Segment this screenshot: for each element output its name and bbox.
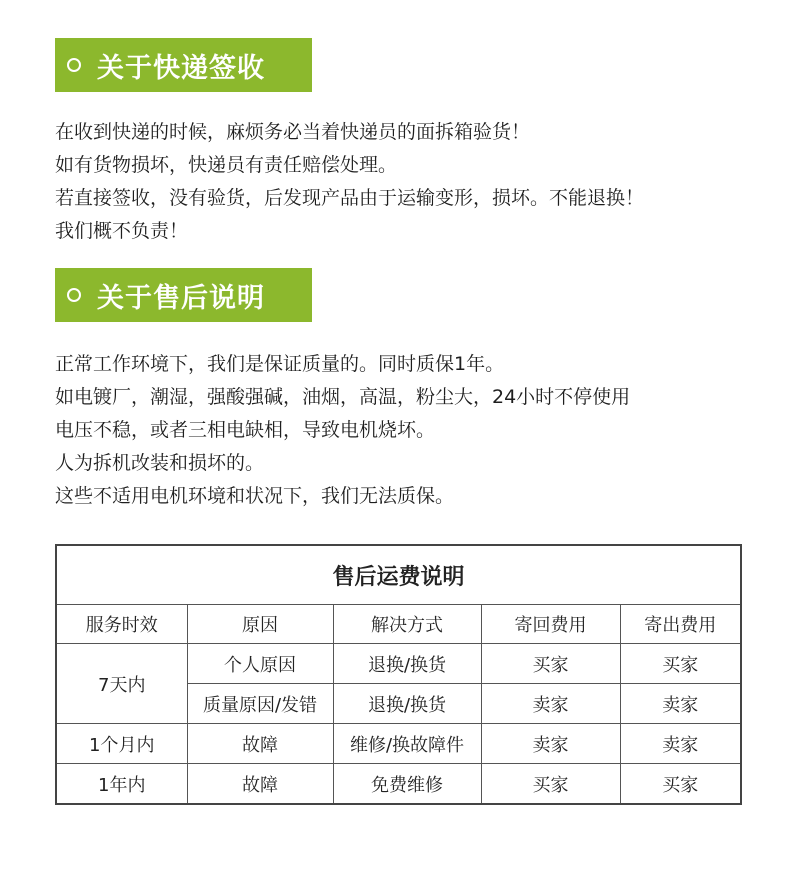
column-header: 寄回费用 [481,605,620,644]
period-cell: 7天内 [56,644,187,724]
return-fee-cell: 买家 [481,764,620,805]
return-fee-cell: 买家 [481,644,620,684]
table-title: 售后运费说明 [56,545,741,605]
send-fee-cell: 买家 [620,644,741,684]
solution-cell: 退换/换货 [333,684,481,724]
table-header-row [56,605,741,644]
table-row [56,644,741,684]
section-title: 关于快递签收 [97,52,265,84]
column-header: 解决方式 [333,605,481,644]
table-row [56,724,741,764]
send-fee-cell: 卖家 [620,684,741,724]
paragraph-line: 如电镀厂，潮湿，强酸强碱，油烟，高温，粉尘大，24小时不停使用 [55,386,631,408]
section-title: 关于售后说明 [97,282,265,314]
paragraph-line: 正常工作环境下，我们是保证质量的。同时质保1年。 [55,353,505,375]
solution-cell: 免费维修 [333,764,481,805]
section-banner-after-sales [55,268,312,322]
return-fee-cell: 卖家 [481,724,620,764]
reason-cell: 故障 [187,724,333,764]
paragraph-line: 这些不适用电机环境和状况下，我们无法质保。 [55,485,455,507]
shipping-fee-table [55,544,742,805]
solution-cell: 退换/换货 [333,644,481,684]
reason-cell: 故障 [187,764,333,805]
table-row [56,764,741,805]
column-header: 服务时效 [56,605,187,644]
table-title-row [56,545,741,605]
paragraph-line: 如有货物损坏，快递员有责任赔偿处理。 [55,154,398,176]
after-sales-paragraph [55,348,755,513]
circle-icon [67,58,81,72]
paragraph-line: 我们概不负责！ [55,220,189,242]
reason-cell: 质量原因/发错 [187,684,333,724]
circle-icon [67,288,81,302]
paragraph-line: 电压不稳，或者三相电缺相，导致电机烧坏。 [55,419,436,441]
send-fee-cell: 买家 [620,764,741,805]
column-header: 寄出费用 [620,605,741,644]
section-banner-delivery [55,38,312,92]
send-fee-cell: 卖家 [620,724,741,764]
solution-cell: 维修/换故障件 [333,724,481,764]
column-header: 原因 [187,605,333,644]
paragraph-line: 若直接签收，没有验货，后发现产品由于运输变形，损坏。不能退换！ [55,187,645,209]
reason-cell: 个人原因 [187,644,333,684]
paragraph-line: 在收到快递的时候，麻烦务必当着快递员的面拆箱验货！ [55,121,531,143]
delivery-paragraph [55,116,755,248]
period-cell: 1年内 [56,764,187,805]
paragraph-line: 人为拆机改装和损坏的。 [55,452,265,474]
return-fee-cell: 卖家 [481,684,620,724]
period-cell: 1个月内 [56,724,187,764]
